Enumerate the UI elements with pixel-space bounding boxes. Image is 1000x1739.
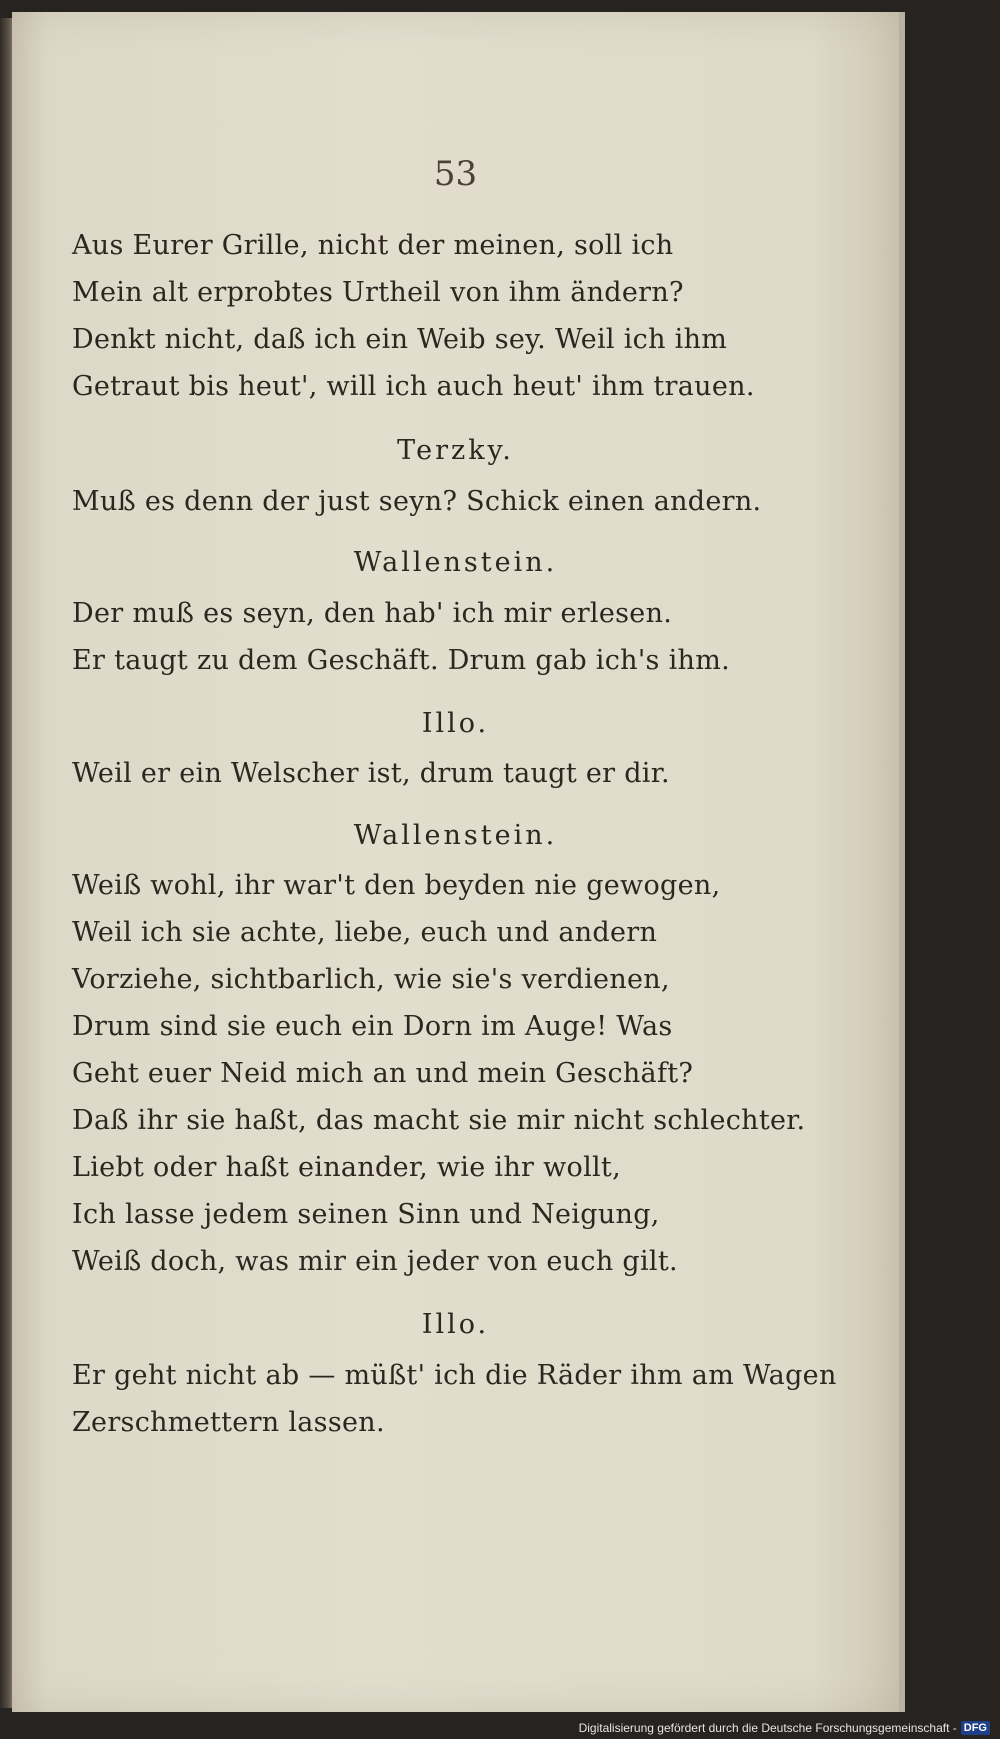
book-page xyxy=(12,12,899,1712)
speaker-name: Wallenstein. xyxy=(353,820,558,851)
verse-line: Getraut bis heut', will ich auch heut' ihm trauen. xyxy=(72,371,755,402)
verse-line: Geht euer Neid mich an und mein Geschäft? xyxy=(72,1058,694,1089)
speaker-name: Illo. xyxy=(421,1309,490,1340)
verse-line: Weiß wohl, ihr war't den beyden nie gewogen, xyxy=(72,870,721,901)
verse-line: Er geht nicht ab — müßt' ich die Räder ihm am Wagen xyxy=(72,1360,837,1391)
verse-line: Daß ihr sie haßt, das macht sie mir nicht schlechter. xyxy=(72,1105,806,1136)
verse-line: Liebt oder haßt einander, wie ihr wollt, xyxy=(72,1152,621,1183)
page-edge xyxy=(899,12,905,1712)
verse-line: Drum sind sie euch ein Dorn im Auge! Was xyxy=(72,1011,673,1042)
verse-line: Zerschmettern lassen. xyxy=(72,1407,385,1438)
verse-line: Weiß doch, was mir ein jeder von euch gilt. xyxy=(72,1246,678,1277)
verse-line: Weil er ein Welscher ist, drum taugt er dir. xyxy=(72,758,670,789)
speaker-name: Wallenstein. xyxy=(353,547,558,578)
verse-line: Weil ich sie achte, liebe, euch und andern xyxy=(72,917,658,948)
speaker-name: Illo. xyxy=(421,708,490,739)
verse-line: Ich lasse jedem seinen Sinn und Neigung, xyxy=(72,1199,660,1230)
footer-text: Digitalisierung gefördert durch die Deutsche Forschungsgemeinschaft - xyxy=(578,1721,957,1735)
verse-line: Der muß es seyn, den hab' ich mir erlesen. xyxy=(72,598,673,629)
verse-line: Vorziehe, sichtbarlich, wie sie's verdienen, xyxy=(72,964,670,995)
dfg-logo-icon: DFG xyxy=(961,1721,990,1735)
verse-line: Denkt nicht, daß ich ein Weib sey. Weil ich ihm xyxy=(72,324,728,355)
verse-line: Aus Eurer Grille, nicht der meinen, soll ich xyxy=(72,230,674,261)
verse-line: Mein alt erprobtes Urtheil von ihm ändern? xyxy=(72,277,684,308)
page-number: 53 xyxy=(433,154,478,194)
verse-line: Er taugt zu dem Geschäft. Drum gab ich's ihm. xyxy=(72,645,731,676)
speaker-name: Terzky. xyxy=(397,435,514,466)
digitization-credit xyxy=(579,1721,990,1735)
verse-line: Muß es denn der just seyn? Schick einen andern. xyxy=(72,486,762,517)
